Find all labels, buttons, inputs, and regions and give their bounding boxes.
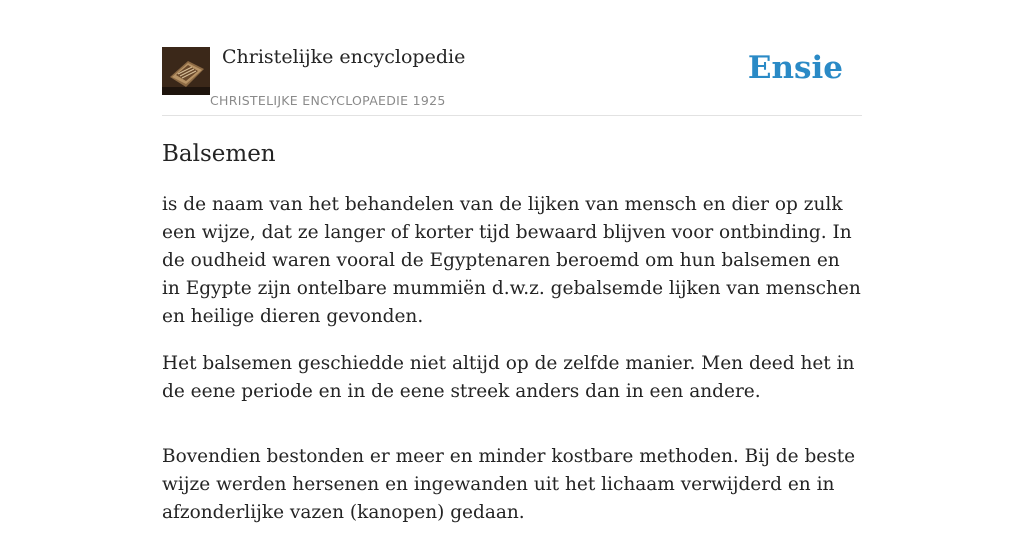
article-paragraph: Bovendien bestonden er meer en minder kostbare methoden. Bij de beste wijze werden hersenen en ingewanden uit het lichaam verwijderd en in afzonderlijke vazen (kanopen) gedaan. bbox=[162, 446, 856, 523]
site-header bbox=[162, 46, 862, 116]
site-title[interactable]: Christelijke encyclopedie bbox=[222, 46, 466, 68]
site-subtitle: CHRISTELIJKE ENCYCLOPAEDIE 1925 bbox=[210, 93, 446, 108]
article-title: Balsemen bbox=[162, 141, 276, 167]
book-photo-icon bbox=[162, 47, 210, 95]
article-paragraph: is de naam van het behandelen van de lijken van mensch en dier op zulk een wijze, dat ze langer of korter tijd bewaard blijven voor ontbinding. In de oudheid waren vooral de Egyptenaren beroemd om hun balsemen en in Egypte zijn ontelbare mummiën d.w.z. gebalsemde lijken van menschen en heilige dieren gevonden. bbox=[162, 194, 861, 327]
ensie-logo-link[interactable]: Ensie bbox=[747, 50, 843, 86]
article-paragraph: Het balsemen geschiedde niet altijd op de zelfde manier. Men deed het in de eene periode en in de eene streek anders dan in een andere. bbox=[162, 353, 855, 402]
encyclopedia-avatar[interactable] bbox=[162, 47, 210, 95]
article bbox=[162, 137, 862, 546]
